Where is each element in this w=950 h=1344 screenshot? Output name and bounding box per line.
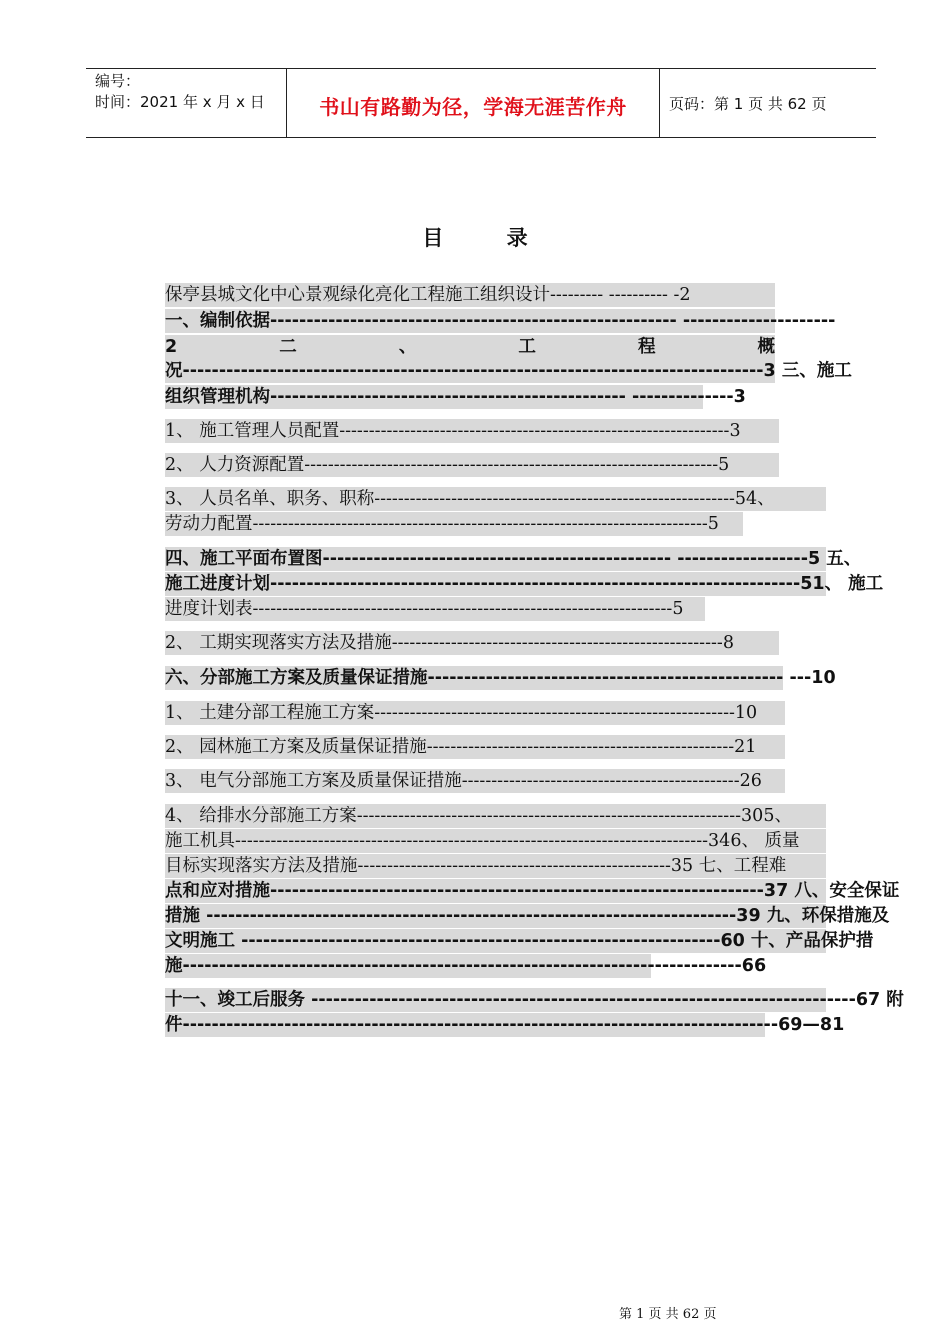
toc-line: 3、 人员名单、职务、职称-------------------------------------------------------------54、 bbox=[165, 487, 826, 511]
header-divider bbox=[659, 69, 660, 137]
toc-line: 件----------------------------------------------------------------------------------69—81 bbox=[165, 1015, 845, 1035]
toc-line: 施-----------------------------------------------------------------------------66 bbox=[165, 956, 767, 976]
number-label: 编号： bbox=[95, 72, 141, 90]
toc-line: 保亭县城文化中心景观绿化亮化工程施工组织设计--------- ---------- -2 bbox=[165, 283, 775, 307]
toc-line: 六、分部施工方案及质量保证措施------------------------------------------------- ---10 bbox=[165, 668, 836, 688]
header-motto: 书山有路勤为径，学海无涯苦作舟 bbox=[319, 95, 627, 119]
toc-line: 2、 工期实现落实方法及措施--------------------------------------------------------8 bbox=[165, 631, 779, 655]
date-label: 时间：2021 年 x 月 x 日 bbox=[95, 93, 265, 111]
toc-line: 3、 电气分部施工方案及质量保证措施-----------------------------------------------26 bbox=[165, 769, 785, 793]
toc-line: 劳动力配置-----------------------------------------------------------------------------5 bbox=[165, 512, 743, 536]
toc-line: 施工机具--------------------------------------------------------------------------------346、 质量 bbox=[165, 829, 826, 853]
toc-line: 文明施工 ------------------------------------------------------------------60 十、产品保护措 bbox=[165, 931, 874, 951]
toc-line: 十一、竣工后服务 ---------------------------------------------------------------------------67 附 bbox=[165, 990, 904, 1010]
toc-line: 进度计划表-----------------------------------------------------------------------5 bbox=[165, 597, 705, 621]
toc-line: 措施 -------------------------------------------------------------------------39 九、环保措施及 bbox=[165, 906, 890, 926]
toc-line: 点和应对措施--------------------------------------------------------------------37 八、安全保证 bbox=[165, 881, 900, 901]
toc-line: 1、 施工管理人员配置------------------------------------------------------------------3 bbox=[165, 419, 779, 443]
header-box bbox=[86, 68, 876, 138]
toc-line: 况--------------------------------------------------------------------------------3 三、施工 bbox=[165, 361, 852, 381]
toc-line: 四、施工平面布置图------------------------------------------------ ------------------5 五、 bbox=[165, 549, 862, 569]
toc-line: 2、 园林施工方案及质量保证措施----------------------------------------------------21 bbox=[165, 735, 785, 759]
header-page-label: 页码：第 1 页 共 62 页 bbox=[669, 95, 827, 113]
toc-line: 施工进度计划-------------------------------------------------------------------------51、 施工 bbox=[165, 574, 884, 594]
toc-line: 1、 土建分部工程施工方案-------------------------------------------------------------10 bbox=[165, 701, 785, 725]
toc-line: 4、 给排水分部施工方案-----------------------------------------------------------------305、 bbox=[165, 804, 826, 828]
toc-line: 2 二 、 工 程 概 bbox=[165, 337, 775, 357]
toc-line: 2、 人力资源配置----------------------------------------------------------------------5 bbox=[165, 453, 779, 477]
header-info bbox=[95, 71, 265, 113]
toc-line: 目标实现落实方法及措施-----------------------------------------------------35 七、工程难 bbox=[165, 854, 826, 878]
page-title: 目 录 bbox=[422, 226, 556, 250]
toc-line: 一、编制依据-------------------------------------------------------- --------------------- bbox=[165, 311, 836, 331]
toc-line: 组织管理机构------------------------------------------------- --------------3 bbox=[165, 387, 746, 407]
page-footer: 第 1 页 共 62 页 bbox=[619, 1307, 717, 1322]
